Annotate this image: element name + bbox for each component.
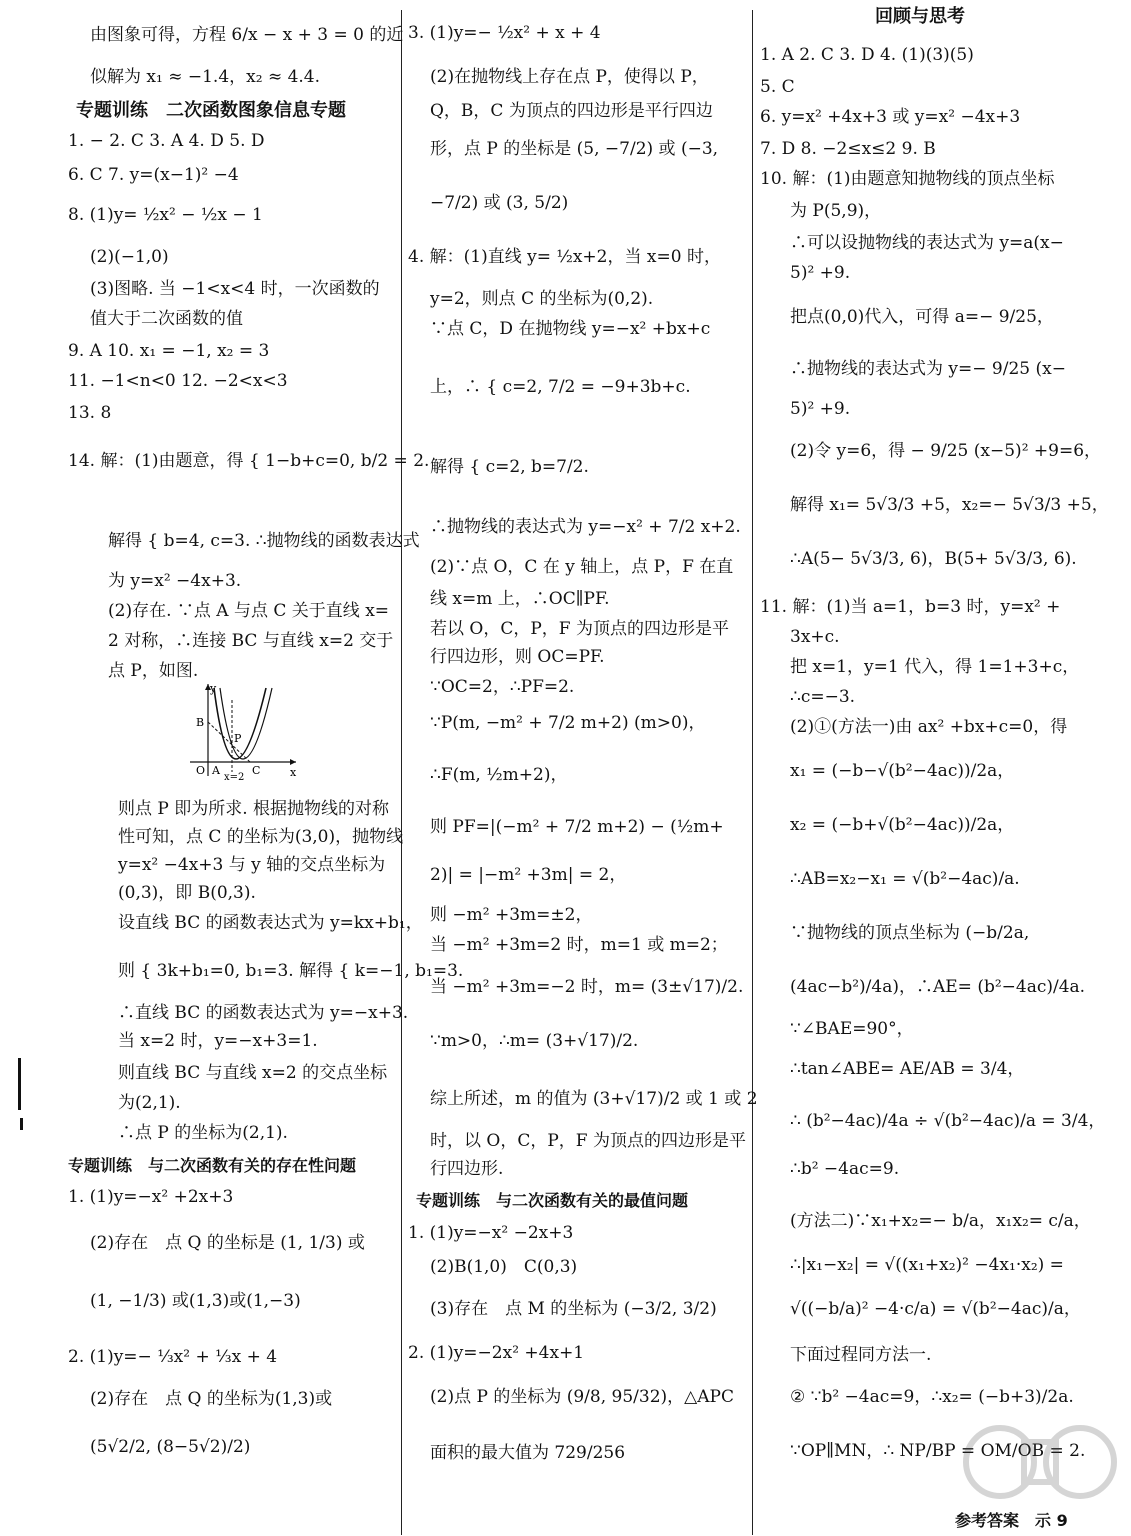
answer-line: 则 PF=|(−m² + 7/2 m+2) − (½m+	[430, 817, 724, 837]
answer-line: 6. y=x² +4x+3 或 y=x² −4x+3	[760, 107, 1021, 127]
answer-line: 1. A 2. C 3. D 4. (1)(3)(5)	[760, 45, 974, 65]
answer-line: 为(2,1).	[118, 1093, 181, 1113]
answer-line: ∴b² −4ac=9.	[790, 1159, 900, 1179]
figure-label: O	[196, 764, 206, 777]
answer-line: ∵P(m, −m² + 7/2 m+2) (m>0)，	[430, 713, 706, 733]
figure-label: P	[234, 732, 242, 745]
answer-line: 1. − 2. C 3. A 4. D 5. D	[68, 131, 265, 151]
answer-line: ∴c=−3.	[790, 687, 856, 707]
answer-line: ② ∵b² −4ac=9，∴x₂= (−b+3)/2a.	[790, 1387, 1074, 1407]
answer-line: (0,3)，即 B(0,3).	[118, 883, 256, 903]
answer-line: 点 P，如图.	[108, 661, 199, 681]
answer-line: 2)| = |−m² +3m| = 2，	[430, 865, 627, 885]
answer-line: −7/2) 或 (3, 5/2)	[430, 193, 569, 213]
text-line: 似解为 x₁ ≈ −1.4，x₂ ≈ 4.4.	[90, 67, 321, 87]
answer-line: ∵点 C，D 在抛物线 y=−x² +bx+c	[430, 319, 711, 339]
answer-line: 6. C 7. y=(x−1)² −4	[68, 165, 239, 185]
answer-line: 当 −m² +3m=−2 时，m= (3±√17)/2.	[430, 977, 744, 997]
page-footer: 参考答案 示 9	[955, 1511, 1068, 1530]
answer-line: 行四边形，则 OC=PF.	[430, 647, 605, 667]
figure-label: B	[196, 716, 205, 729]
answer-line: y=2，则点 C 的坐标为(0,2).	[430, 289, 654, 309]
answer-line: (2)B(1,0) C(0,3)	[430, 1257, 578, 1277]
margin-mark	[18, 1058, 21, 1110]
answer-line: 3. (1)y=− ½x² + x + 4	[408, 23, 601, 43]
answer-line: 把点(0,0)代入，可得 a=− 9/25，	[790, 307, 1054, 327]
answer-line: 11. 解：(1)当 a=1，b=3 时，y=x² +	[760, 597, 1061, 617]
answer-line: ∵OP∥MN，∴ NP/BP = OM/OB = 2.	[790, 1441, 1086, 1461]
answer-line: 若以 O，C，P，F 为顶点的四边形是平	[430, 619, 729, 639]
answer-line: 解得 { b=4, c=3. ∴抛物线的函数表达式	[108, 531, 420, 551]
answer-line: 设直线 BC 的函数表达式为 y=kx+b₁，	[118, 913, 423, 933]
answer-line: (2)令 y=6，得 − 9/25 (x−5)² +9=6，	[790, 441, 1102, 461]
answer-line: 则直线 BC 与直线 x=2 的交点坐标	[118, 1063, 388, 1083]
answer-line: ∵∠BAE=90°，	[790, 1019, 914, 1039]
answer-line: 1. (1)y=−x² +2x+3	[68, 1187, 234, 1207]
answer-line: 10. 解：(1)由题意知抛物线的顶点坐标	[760, 169, 1055, 189]
answer-line: 则 −m² +3m=±2，	[430, 905, 593, 925]
answer-line: ∴tan∠ABE= AE/AB = 3/4，	[790, 1059, 1025, 1079]
answer-line: 上，∴ { c=2, 7/2 = −9+3b+c.	[430, 377, 691, 397]
answer-line: 线 x=m 上，∴OC∥PF.	[430, 589, 610, 609]
margin-mark	[20, 1118, 23, 1130]
answer-line: (3)图略. 当 −1<x<4 时，一次函数的	[90, 279, 380, 299]
answer-line: y=x² −4x+3 与 y 轴的交点坐标为	[118, 855, 386, 875]
answer-line: 解得 { c=2, b=7/2.	[430, 457, 589, 477]
answer-line: (3)存在 点 M 的坐标为 (−3/2, 3/2)	[430, 1299, 717, 1319]
answer-line: ∴AB=x₂−x₁ = √(b²−4ac)/a.	[790, 869, 1020, 889]
answer-line: 4. 解：(1)直线 y= ½x+2，当 x=0 时，	[408, 247, 721, 267]
answer-line: (2)存在 点 Q 的坐标为(1,3)或	[90, 1389, 333, 1409]
answer-line: 2. (1)y=− ⅓x² + ⅓x + 4	[68, 1347, 278, 1367]
answer-line: √((−b/a)² −4·c/a) = √(b²−4ac)/a，	[790, 1299, 1081, 1319]
answer-line: 13. 8	[68, 403, 112, 423]
answer-line: x₁ = (−b−√(b²−4ac))/2a，	[790, 761, 1015, 781]
answer-line: ∴A(5− 5√3/3, 6)，B(5+ 5√3/3, 6).	[790, 549, 1077, 569]
column-divider-left	[401, 10, 402, 1535]
answer-line: 5)² +9.	[790, 263, 851, 283]
text-line: 由图象可得，方程 6/x − x + 3 = 0 的近	[90, 25, 404, 45]
answer-line: 8. (1)y= ½x² − ½x − 1	[68, 205, 263, 225]
figure-label: C	[252, 764, 261, 777]
answer-line: (4ac−b²)/4a)，∴AE= (b²−4ac)/4a.	[790, 977, 1086, 997]
answer-column-1	[68, 0, 464, 1536]
figure-label: A	[212, 764, 220, 777]
parabola-figure	[180, 680, 300, 780]
answer-line: ∴F(m, ½m+2)，	[430, 765, 568, 785]
figure-label: x=2	[224, 772, 245, 780]
answer-line: 9. A 10. x₁ = −1, x₂ = 3	[68, 341, 270, 361]
figure-label: y	[210, 682, 217, 695]
answer-line: 11. −1<n<0 12. −2<x<3	[68, 371, 288, 391]
figure-label: x	[290, 766, 297, 779]
answer-line: 则点 P 即为所求. 根据抛物线的对称	[118, 799, 390, 819]
answer-line: 2 对称，∴连接 BC 与直线 x=2 交于	[108, 631, 394, 651]
answer-line: 则 { 3k+b₁=0, b₁=3. 解得 { k=−1, b₁=3.	[118, 961, 464, 981]
answer-line: x₂ = (−b+√(b²−4ac))/2a，	[790, 815, 1015, 835]
answer-line: ∴抛物线的表达式为 y=−x² + 7/2 x+2.	[430, 517, 741, 537]
answer-line: ∴ (b²−4ac)/4a ÷ √(b²−4ac)/a = 3/4，	[790, 1111, 1106, 1131]
section-heading: 专题训练 与二次函数有关的存在性问题	[68, 1156, 357, 1175]
answer-line: ∵m>0，∴m= (3+√17)/2.	[430, 1031, 639, 1051]
answer-line: ∴抛物线的表达式为 y=− 9/25 (x−	[790, 359, 1066, 379]
answer-line: ∴可以设抛物线的表达式为 y=a(x−	[790, 233, 1064, 253]
answer-line: 3x+c.	[790, 627, 840, 647]
answer-line: (2)∵点 O，C 在 y 轴上，点 P，F 在直	[430, 557, 734, 577]
answer-line: (1, −1/3) 或(1,3)或(1,−3)	[90, 1291, 301, 1311]
answer-line: 把 x=1，y=1 代入，得 1=1+3+c，	[790, 657, 1080, 677]
answer-line: 形，点 P 的坐标是 (5, −7/2) 或 (−3,	[430, 139, 719, 159]
answer-line: 面积的最大值为 729/256	[430, 1443, 626, 1463]
answer-line: 时，以 O，C，P，F 为顶点的四边形是平	[430, 1131, 746, 1151]
answer-line: (2)点 P 的坐标为 (9/8, 95/32)，△APC	[430, 1387, 734, 1407]
answer-line: (2)在抛物线上存在点 P，使得以 P，	[430, 67, 709, 87]
answer-line: 5. C	[760, 77, 795, 97]
answer-line: 解得 x₁= 5√3/3 +5，x₂=− 5√3/3 +5，	[790, 495, 1109, 515]
answer-line: 14. 解：(1)由题意，得 { 1−b+c=0, b/2 = 2.	[68, 451, 430, 471]
answer-line: ∴|x₁−x₂| = √((x₁+x₂)² −4x₁·x₂) =	[790, 1255, 1064, 1275]
answer-line: Q，B，C 为顶点的四边形是平行四边	[430, 101, 713, 121]
answer-line: 行四边形.	[430, 1159, 504, 1179]
answer-line: (2)①(方法一)由 ax² +bx+c=0，得	[790, 717, 1068, 737]
answer-line: 为 P(5,9)，	[790, 201, 882, 221]
answer-line: 当 x=2 时，y=−x+3=1.	[118, 1031, 318, 1051]
answer-column-3	[760, 0, 1109, 1536]
section-heading: 专题训练 与二次函数有关的最值问题	[416, 1191, 689, 1210]
answer-line: 7. D 8. −2≤x≤2 9. B	[760, 139, 936, 159]
answer-line: 值大于二次函数的值	[90, 309, 243, 329]
answer-line: 2. (1)y=−2x² +4x+1	[408, 1343, 585, 1363]
answer-line: ∴直线 BC 的函数表达式为 y=−x+3.	[118, 1003, 409, 1023]
watermark-logo	[960, 1412, 1120, 1512]
answer-line: (2)存在. ∵点 A 与点 C 关于直线 x=	[108, 601, 390, 621]
answer-line: 下面过程同方法一.	[790, 1345, 932, 1365]
answer-line: 性可知，点 C 的坐标为(3,0)，抛物线	[118, 827, 404, 847]
answer-line: 综上所述，m 的值为 (3+√17)/2 或 1 或 2	[430, 1089, 758, 1109]
answer-line: (2)存在 点 Q 的坐标是 (1, 1/3) 或	[90, 1233, 365, 1253]
answer-line: 5)² +9.	[790, 399, 851, 419]
answer-line: (5√2/2, (8−5√2)/2)	[90, 1437, 251, 1457]
answer-line: ∵OC=2，∴PF=2.	[430, 677, 575, 697]
section-heading: 专题训练 二次函数图象信息专题	[76, 100, 346, 121]
answer-line: ∴点 P 的坐标为(2,1).	[118, 1123, 288, 1143]
answer-line: (方法二)∵x₁+x₂=− b/a，x₁x₂= c/a，	[790, 1211, 1091, 1231]
answer-line: 当 −m² +3m=2 时，m=1 或 m=2；	[430, 935, 728, 955]
answer-line: ∵抛物线的顶点坐标为 (−b/2a,	[790, 923, 1030, 943]
column-divider-right	[752, 10, 753, 1535]
section-heading: 回顾与思考	[875, 6, 965, 27]
answer-line: 为 y=x² −4x+3.	[108, 571, 242, 591]
answer-line: (2)(−1,0)	[90, 247, 169, 267]
answer-column-2	[408, 0, 758, 1536]
answer-line: 1. (1)y=−x² −2x+3	[408, 1223, 574, 1243]
